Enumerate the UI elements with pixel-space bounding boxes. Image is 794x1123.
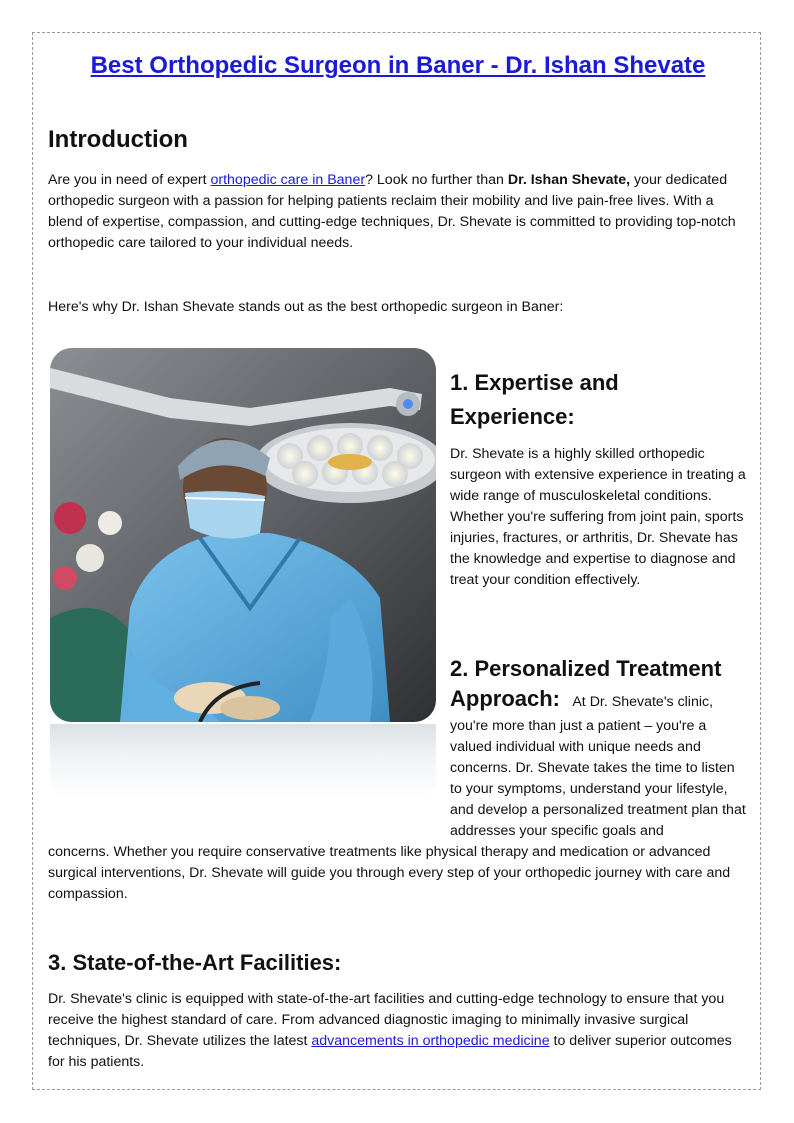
surgeon-photo (50, 348, 436, 722)
page-title-link[interactable]: Best Orthopedic Surgeon in Baner - Dr. Ishan Shevate (90, 52, 706, 79)
personalized-body-full: concerns. Whether you require conservative treatments like physical therapy and medication or advanced surgical interventions, Dr. Shevate will guide you through every step of your orthopedic journey with care and compassion. (48, 844, 731, 902)
personalized-heading-line2: Approach: (450, 686, 560, 711)
intro-text-start: Are you in need of expert (48, 172, 211, 188)
photo-reflection (50, 724, 436, 800)
personalized-lead-sentence: At Dr. Shevate's clinic, (572, 694, 714, 710)
facilities-text-start: Dr. Shevate's clinic is equipped with state-of-the-art facilities and cutting-edge technology to ensure that you receive the highest standard of care. From advanced diagnostic imaging to minimally invasive surgical techniques, Dr. Shevate utilizes the latest (48, 991, 725, 1049)
personalized-lead-text (564, 694, 713, 710)
introduction-heading: Introduction (48, 126, 188, 153)
why-paragraph: Here's why Dr. Ishan Shevate stands out as the best orthopedic surgeon in Baner: (48, 299, 564, 315)
intro-text-mid: ? Look no further than (365, 172, 508, 188)
facilities-body (48, 989, 748, 1073)
surgeon-photo-container (50, 348, 436, 798)
intro-text-end: your dedicated orthopedic surgeon with a passion for helping patients reclaim their mobility and live pain-free lives. With a blend of expertise, compassion, and cutting-edge techniques, Dr. Shevate is committed to providing top-notch orthopedic care tailored to your individual needs. (48, 172, 736, 251)
orthopedic-care-link[interactable]: orthopedic care in Baner (210, 172, 366, 188)
expertise-body: Dr. Shevate is a highly skilled orthopedic surgeon with extensive experience in treating a wide range of musculoskeletal conditions. Whether you're suffering from joint pain, sports injuries, fractures, or arthritis, Dr. Shevate has the knowledge and expertise to diagnose and treat your condition effectively. (450, 446, 746, 588)
personalized-lead (450, 686, 748, 713)
doctor-name-bold: Dr. Ishan Shevate, (507, 172, 631, 188)
introduction-paragraph (48, 170, 748, 254)
section-expertise (450, 366, 748, 591)
personalized-body-wrapped: you're more than just a patient – you're a valued individual with unique needs and concerns. Dr. Shevate takes the time to listen to your symptoms, understand your lifestyle, and develop a personalized treatment plan that addresses your specific goals and (450, 718, 746, 839)
expertise-heading: 1. Expertise and Experience: (450, 370, 619, 429)
facilities-text-end: to deliver superior outcomes for his patients. (48, 1033, 732, 1070)
advancements-link[interactable]: advancements in orthopedic medicine (311, 1033, 550, 1049)
personalized-heading-line1: 2. Personalized Treatment (450, 656, 722, 681)
facilities-heading: 3. State-of-the-Art Facilities: (48, 950, 342, 975)
